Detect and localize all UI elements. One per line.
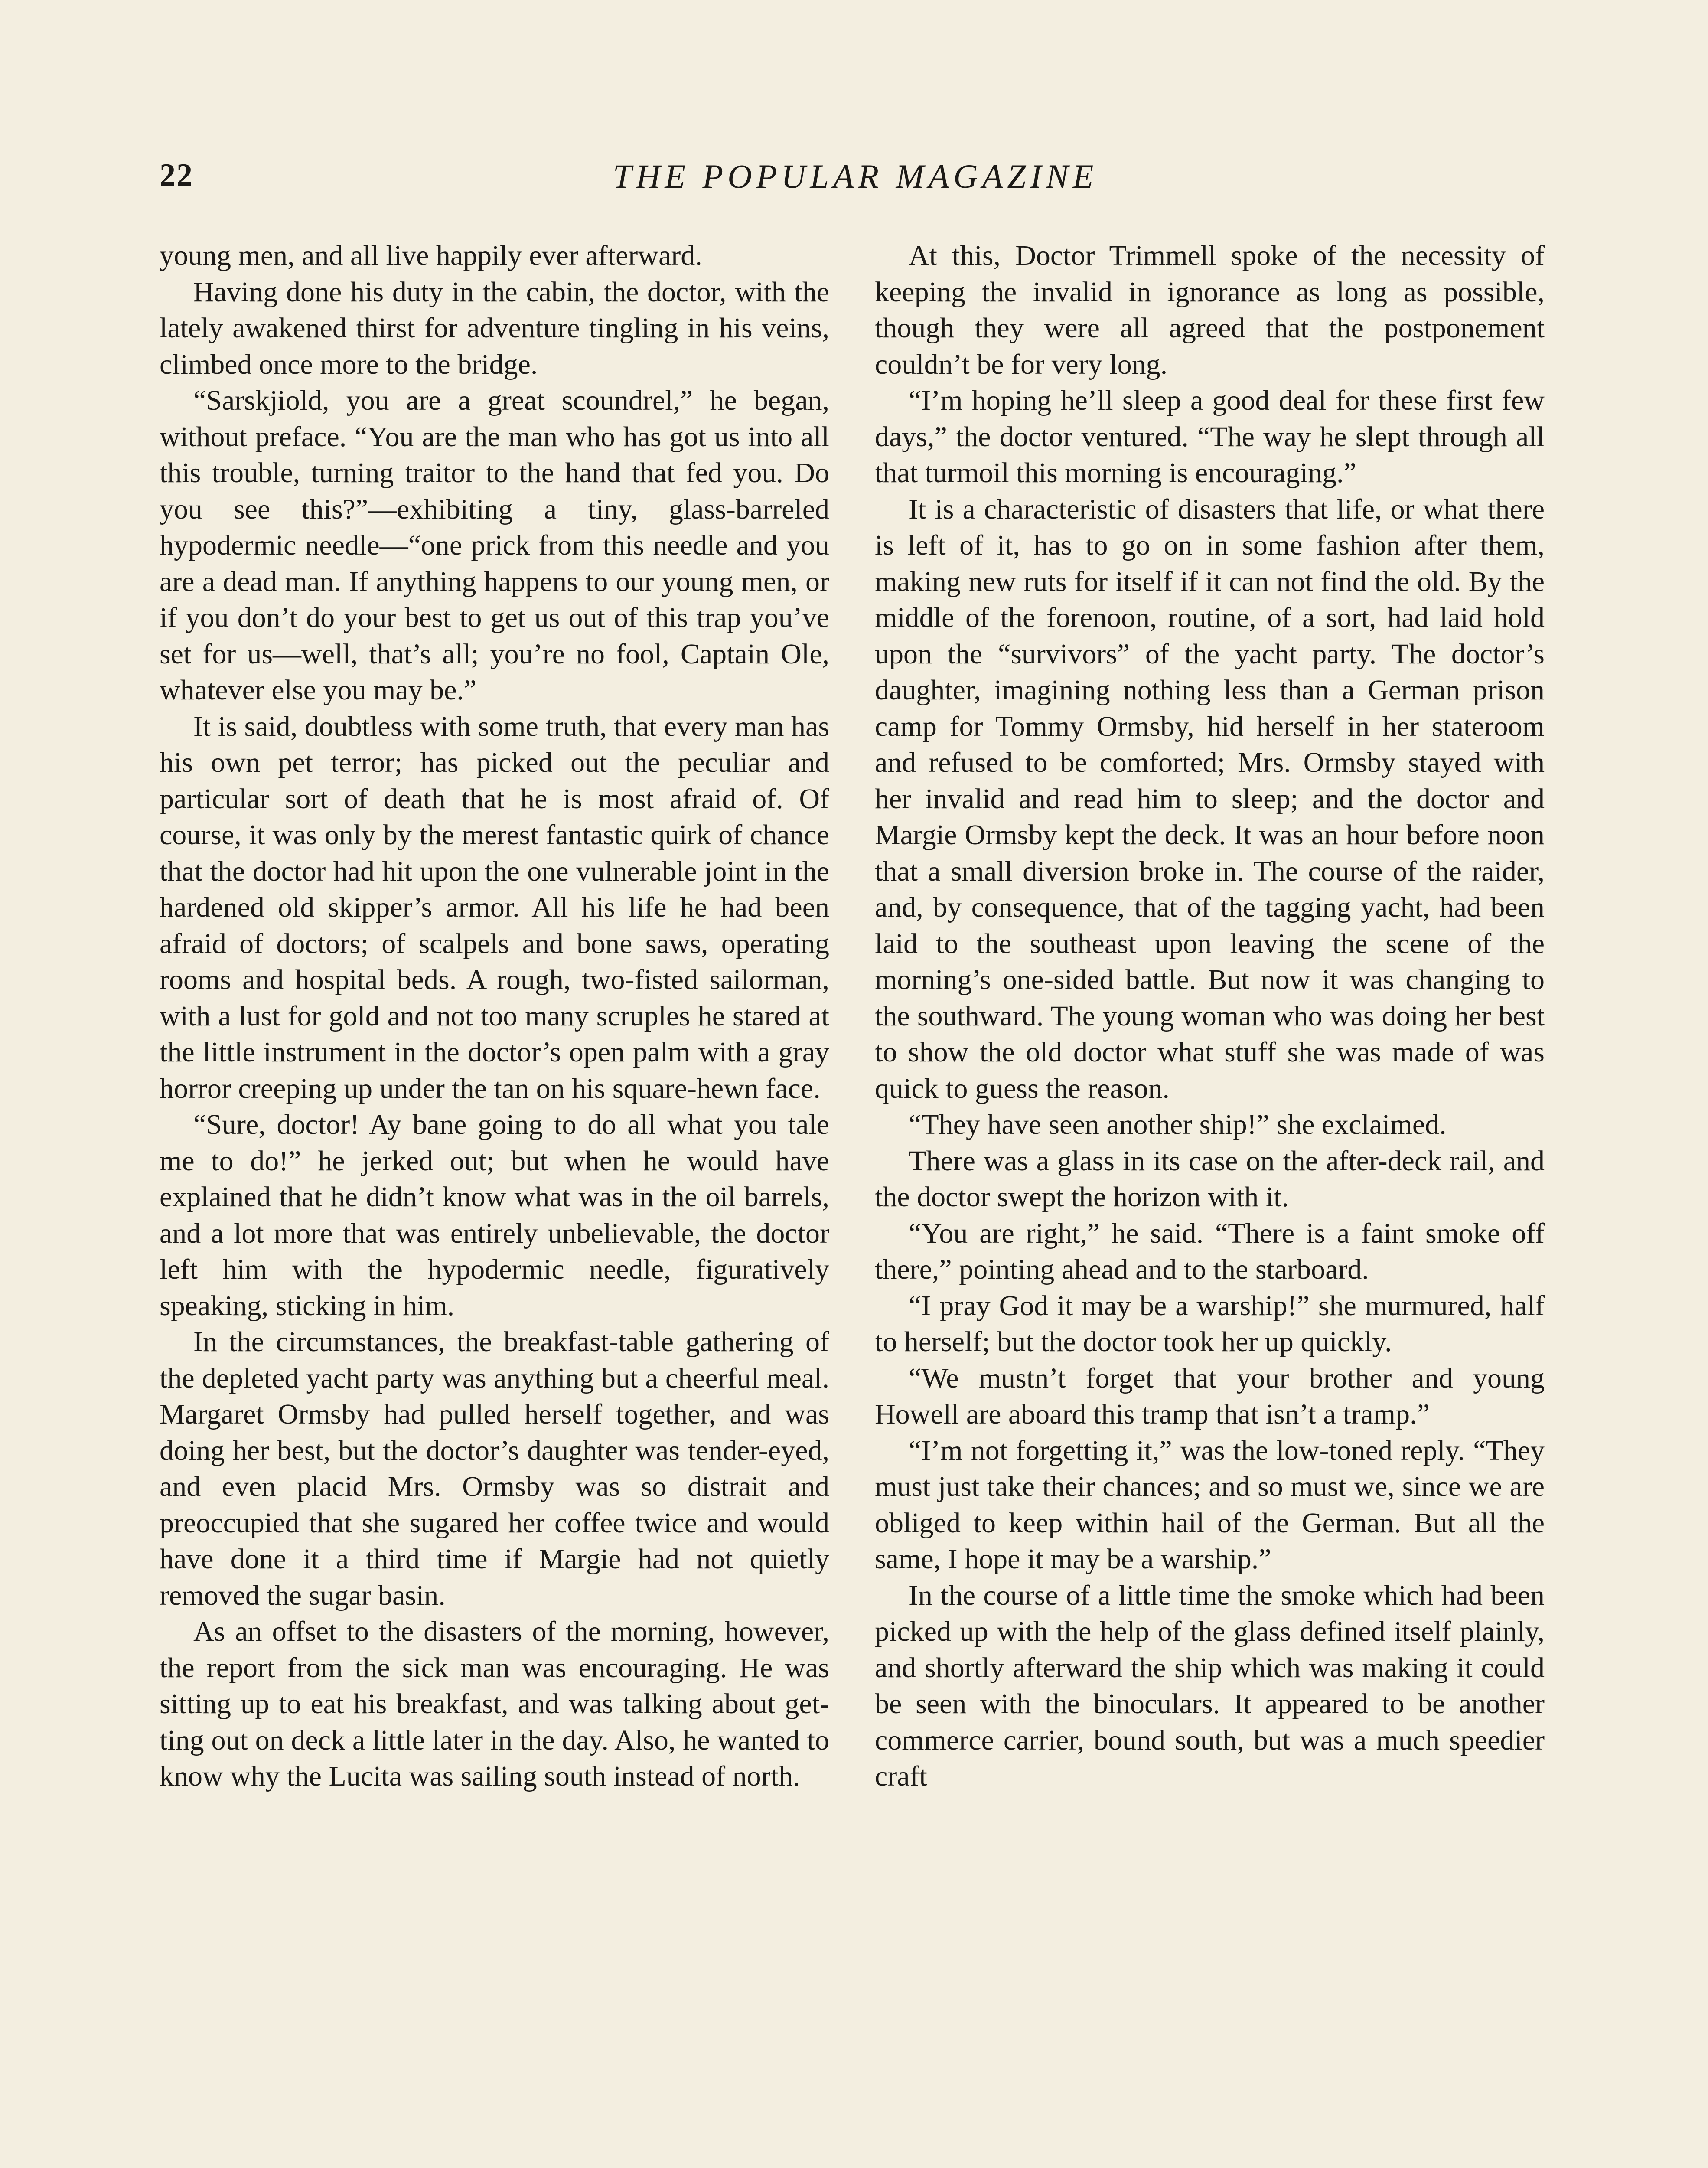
paragraph: In the course of a little time the smoke which had been picked up with the help of the glass defined itself plainly, and shortly afterward the ship which was making it could be seen with the binoculars. It appeared to be another commerce carrier, bound south, but was a much speedier craft <box>875 1579 1545 1792</box>
paragraph: “You are right,” he said. “There is a faint smoke off there,” pointing ahead and to the starboard. <box>875 1217 1545 1285</box>
paragraph: “They have seen another ship!” she exclaimed. <box>909 1109 1447 1140</box>
paragraph: It is said, doubtless with some truth, that every man has his own pet terror; has picked out the peculiar and particular sort of death that he is most afraid of. Of course, it was only by the merest fantastic quirk of chance that the doctor had hit upon the one vulnerable joint in the hardened old skipper’s armor. All his life he had been afraid of doctors; of scalpels and bone saws, operating rooms and hospital beds. A rough, two-fisted sailorman, with a lust for gold and not too many scruples he stared at the little instrument in the doctor’s open palm with a gray horror creeping up under the tan on his square-hewn face. <box>160 710 829 1104</box>
paragraph: It is a characteristic of disasters that life, or what there is left of it, has to go on in some fashion after them, making new ruts for itself if it can not find the old. By the middle of the forenoon, routine, of a sort, had laid hold upon the “survivors” of the yacht party. The doctor’s daughter, imagining nothing less than a German prison camp for Tommy Ormsby, hid herself in her stateroom and refused to be comforted; Mrs. Ormsby stayed with her invalid and read him to sleep; and the doctor and Margie Ormsby kept the deck. It was an hour before noon that a small diversion broke in. The course of the raider, and, by consequence, that of the tagging yacht, had been laid to the southeast upon leaving the scene of the morning’s one-sided battle. But now it was changing to the southward. The young woman who was doing her best to show the old doctor what stuff she was made of was quick to guess the reason. <box>875 493 1545 1104</box>
paragraph: Having done his duty in the cabin, the doctor, with the lately awakened thirst for adventure tingling in his veins, climbed once more to the bridge. <box>160 276 829 380</box>
paragraph: “Sure, doctor! Ay bane going to do all what you tale me to do!” he jerked out; but when he would have explained that he didn’t know what was in the oil barrels, and a lot more that was entirely unbelievable, the doctor left him with the hypodermic needle, figuratively speaking, sticking in him. <box>160 1109 829 1322</box>
page-number: 22 <box>160 157 193 193</box>
paragraph: At this, Doctor Trimmell spoke of the necessity of keeping the invalid in ignorance as long as possible, though they were all agreed that the postponement couldn’t be for very long. <box>875 240 1545 380</box>
left-column <box>160 238 829 1795</box>
paragraph: young men, and all live happily ever afterward. <box>160 240 702 271</box>
paragraph: There was a glass in its case on the after-deck rail, and the doctor swept the horizon with it. <box>875 1145 1545 1213</box>
paragraph: “I pray God it may be a warship!” she murmured, half to herself; but the doctor took her up quickly. <box>875 1290 1545 1358</box>
right-column <box>875 238 1545 1795</box>
page-header <box>160 157 1551 209</box>
paragraph: “I’m hoping he’ll sleep a good deal for these first few days,” the doctor ventured. “The way he slept through all that turmoil this morning is encouraging.” <box>875 385 1545 489</box>
paragraph: “I’m not forgetting it,” was the low-toned reply. “They must just take their chances; and so must we, since we are obliged to keep within hail of the German. But all the same, I hope it may be a warship.” <box>875 1434 1545 1575</box>
paragraph: “We mustn’t forget that your brother and young Howell are aboard this tramp that isn’t a tramp.” <box>875 1362 1545 1430</box>
paragraph: In the circumstances, the breakfast-table gathering of the depleted yacht party was anything but a cheerful meal. Margaret Ormsby had pulled herself together, and was doing her best, but the doctor’s daughter was tender-eyed, and even placid Mrs. Ormsby was so distrait and preoccupied that she sugared her coffee twice and would have done it a third time if Margie had not quietly removed the sugar basin. <box>160 1326 829 1611</box>
paragraph: “Sarskjiold, you are a great scoundrel,” he began, without preface. “You are the man who has got us into all this trouble, turning traitor to the hand that fed you. Do you see this?”—exhibiting a tiny, glass-barreled hypodermic needle—“one prick from this needle and you are a dead man. If anything happens to our young men, or if you don’t do your best to get us out of this trap you’ve set for us—well, that’s all; you’re no fool, Captain Ole, whatever else you may be.” <box>160 385 829 706</box>
paragraph: As an offset to the disasters of the morning, however, the report from the sick man was encouraging. He was sitting up to eat his breakfast, and was talking about getting out on deck a little later in the day. Also, he wanted to know why the Lucita was sailing south instead of north. <box>160 1616 829 1792</box>
running-head: THE POPULAR MAGAZINE <box>613 157 1098 195</box>
